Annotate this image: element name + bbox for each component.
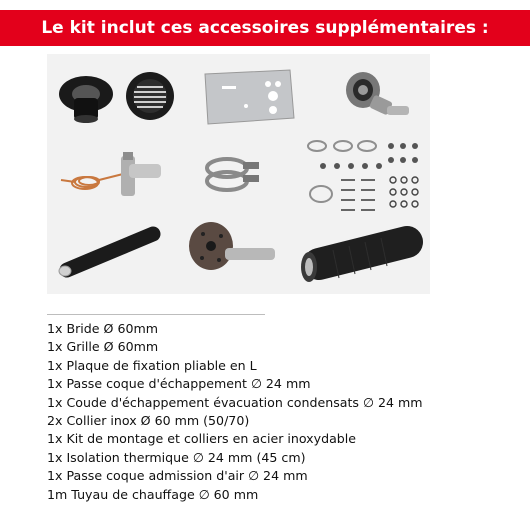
list-item: 1x Coude d'échappement évacuation condensats ∅ 24 mm: [47, 394, 423, 410]
thermal-insulation-image: [53, 224, 161, 282]
list-item: 1x Plaque de fixation pliable en L: [47, 357, 257, 373]
header-banner: [0, 10, 530, 46]
list-item: 1m Tuyau de chauffage ∅ 60 mm: [47, 486, 259, 502]
hardware-kit-image: [303, 138, 421, 222]
list-item: 1x Isolation thermique ∅ 24 mm (45 cm): [47, 449, 306, 465]
list-item: 1x Grille Ø 60mm: [47, 339, 159, 355]
mounting-plate-image: [202, 68, 297, 126]
banner-title: Le kit inclut ces accessoires supplémentaires :: [41, 18, 489, 38]
exhaust-elbow-image: [59, 150, 167, 202]
flange-image: [57, 72, 115, 124]
hull-outlet-image: [343, 68, 413, 128]
list-item: 1x Passe coque admission d'air ∅ 24 mm: [47, 468, 308, 484]
list-item: 1x Kit de montage et colliers en acier inoxydable: [47, 431, 357, 447]
air-inlet-image: [185, 218, 279, 282]
accessories-photo-panel: [47, 54, 430, 294]
list-item: 1x Passe coque d'échappement ∅ 24 mm: [47, 376, 311, 392]
list-item: 1x Bride Ø 60mm: [47, 321, 159, 336]
grille-image: [124, 70, 176, 122]
hose-clamps-image: [203, 150, 265, 200]
heating-hose-image: [299, 222, 427, 286]
accessories-list: [47, 320, 423, 504]
list-item: 2x Collier inox Ø 60 mm (50/70): [47, 412, 250, 428]
section-divider: [47, 314, 265, 315]
